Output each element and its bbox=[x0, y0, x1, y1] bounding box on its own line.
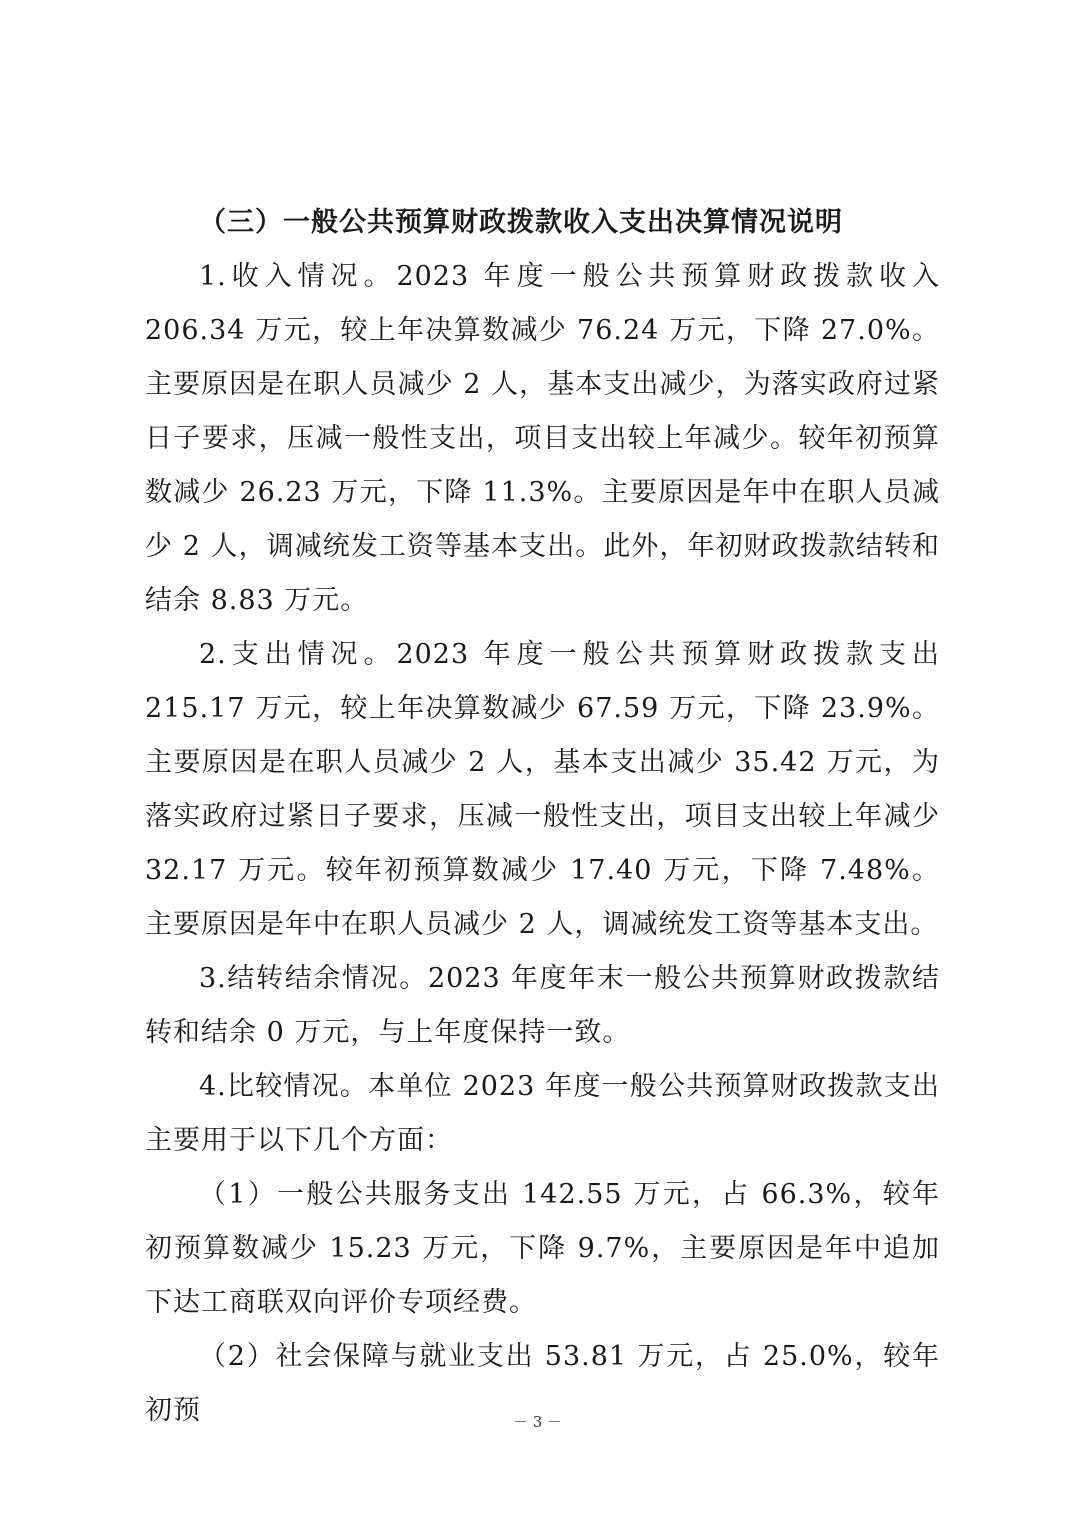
paragraph-item-2: （2）社会保障与就业支出 53.81 万元，占 25.0%，较年初预 bbox=[145, 1341, 940, 1426]
paragraph-item-1: （1）一般公共服务支出 142.55 万元，占 66.3%，较年初预算数减少 15.23 万元，下降 9.7%，主要原因是年中追加下达工商联双向评价专项经费。 bbox=[145, 1179, 940, 1318]
section-heading: （三）一般公共预算财政拨款收入支出决算情况说明 bbox=[199, 207, 843, 238]
document-body bbox=[145, 196, 940, 1438]
page-number: － 3 － bbox=[512, 1413, 563, 1431]
paragraph-carryover: 3.结转结余情况。2023 年度年末一般公共预算财政拨款结转和结余 0 万元，与上年度保持一致。 bbox=[145, 963, 940, 1048]
paragraph-income: 1.收入情况。2023 年度一般公共预算财政拨款收入 206.34 万元，较上年决算数减少 76.24 万元，下降 27.0%。主要原因是在职人员减少 2 人，基本支出减少，为落实政府过紧日子要求，压减一般性支出，项目支出较上年减少。较年初预算数减少 26.23 万元，下降 11.3%。主要原因是年中在职人员减少 2 人，调减统发工资等基本支出。此外，年初财政拨款结转和结余 8.83 万元。 bbox=[145, 261, 940, 616]
paragraph-expenditure: 2.支出情况。2023 年度一般公共预算财政拨款支出 215.17 万元，较上年决算数减少 67.59 万元，下降 23.9%。主要原因是在职人员减少 2 人，基本支出减少 35.42 万元，为落实政府过紧日子要求，压减一般性支出，项目支出较上年减少 32.17 万元。较年初预算数减少 17.40 万元，下降 7.48%。主要原因是年中在职人员减少 2 人，调减统发工资等基本支出。 bbox=[145, 639, 940, 940]
paragraph-comparison: 4.比较情况。本单位 2023 年度一般公共预算财政拨款支出主要用于以下几个方面： bbox=[145, 1071, 940, 1156]
